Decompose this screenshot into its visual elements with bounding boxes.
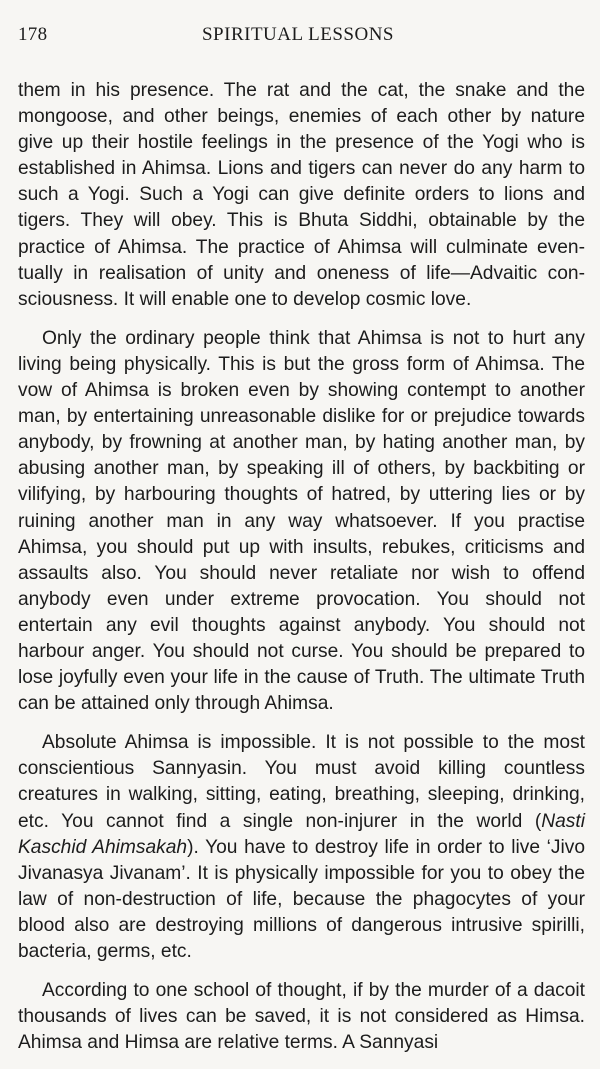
paragraph-2: Only the ordinary people think that Ahimsa is not to hurt any living being physically. This is but the gross form of Ahimsa. The vow of Ahimsa is broken even by showing contempt to another man, by entertaining unreasonable dislike for or prejudice towards anybody, by frowning at another man, by hating another man, by abusing another man, by speaking ill of others, by backbiting or vilifying, by harbouring thoughts of hatred, by uttering lies or by ruining another man in any way whatsoever. If you practise Ahimsa, you should put up with insults, rebukes, criticisms and assaults also. You should never retaliate nor wish to offend anybody even under extreme provocation. You should not entertain any evil thoughts against anybody. You should not harbour anger. You should not curse. You should be prepared to lose joyfully even your life in the cause of Truth. The ultimate Truth can be attained only through Ahimsa. bbox=[18, 327, 585, 715]
paragraph-3-text-after: ). You have to destroy life in order to live ‘Jivo Jivanasya Jivanam’. It is physically impossible for you to obey the law of non-destruction of life, because the phagocytes of your blood also are destroying millions of dangerous intrusive spirilli, bacteria, germs, etc. bbox=[18, 836, 586, 962]
paragraph-3-italic-phrase: Nasti Kaschid Ahimsakah bbox=[18, 810, 585, 858]
running-head: SPIRITUAL LESSONS bbox=[201, 24, 394, 45]
paragraph-4: According to one school of thought, if by the murder of a dacoit thousands of lives can be saved, it is not considered as Himsa. Ahimsa and Himsa are relative terms. A Sannyasi bbox=[18, 980, 585, 1054]
paragraph-3-text-before: Absolute Ahimsa is impossible. It is not possible to the most conscientious Sannyasin. You must avoid killing countless creatures in walking, sitting, eating, breathing, sleeping, drinking, etc. You cannot find a single non-injurer in the world ( bbox=[18, 732, 585, 832]
page-header bbox=[18, 24, 578, 50]
body-text bbox=[18, 78, 585, 1069]
page-number: 178 bbox=[18, 24, 48, 45]
paragraph-1: them in his presence. The rat and the cat, the snake and the mongoose, and other beings, enemies of each other by nature give up their hostile feelings in the presence of the Yogi who is established in Ahimsa. Lions and tigers can never do any harm to such a Yogi. Such a Yogi can give definite orders to lions and tigers. They will obey. This is Bhuta Siddhi, obtainable by the practice of Ahimsa. The practice of Ahimsa will culminate eventually in realisation of unity and oneness of life—Advaitic consciousness. It will enable one to develop cosmic love. bbox=[18, 80, 585, 310]
paragraph-3 bbox=[18, 730, 585, 965]
